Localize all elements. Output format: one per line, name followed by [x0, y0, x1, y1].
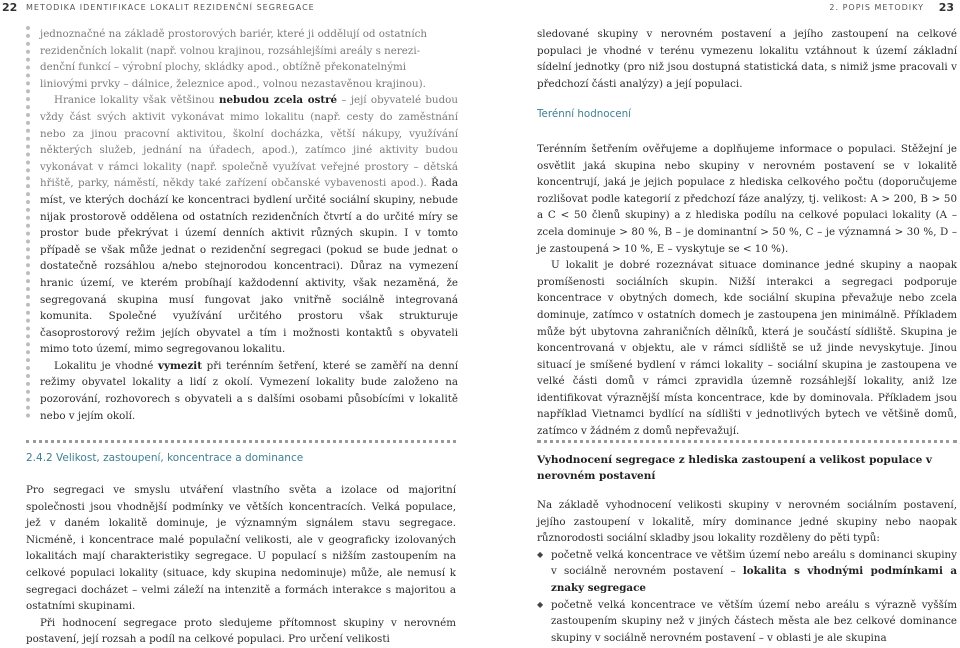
types-list [537, 547, 957, 647]
section-heading-2-4-2: 2.4.2 Velikost, zastoupení, koncentrace a dominance [26, 452, 304, 464]
right-column-top [537, 26, 957, 440]
paragraph-concentration: Pro segregaci ve smyslu utváření vlastního světa a izolace od majoritní společnosti jsou vhodnější podmínky ve větších koncentracích. Velká populace, jež v daném lokalitě dominuje, je významným signálem stavu segregace. Nicméně, i koncentrace malé populační velikosti, ale v geograficky izolovaných lokalitách mají charakteristiky segregace. U populací s nižším zastoupením na celkové populaci lokality (situace, kdy skupina nedominuje) může, ale nemusí k segregaci docházet – velmi záleží na intenzitě a formách interakce s majoritou a ostatními skupinami. [26, 484, 456, 613]
running-title-left: METODIKA IDENTIFIKACE LOKALIT REZIDENČNÍ SEGREGACE [26, 3, 315, 12]
paragraph-boundaries: Hranice lokality však většinou nebudou zcela ostré – její obyvatelé budou vždy část svých aktivit vykonávat mimo lokalitu (např. cesty do zaměstnání nebo za jinou pracovní aktivitou, školní docházka, větší nákupy, využívání některých služeb, jednání na úřadech, apod.), zatímco jiné aktivity budou vykonávat v rámci lokality (např. společně využívat veřejné prostory – dětská hřiště, parky, náměstí, někdy také zařízení občanské vybavenosti apod.). Řada míst, ve kterých dochází ke koncentraci bydlení určité sociální skupiny, nebude nijak prostorově oddělena od ostatních rezidenčních čtvrtí a do určité míry se prostor bude překrývat i území denních aktivit různých skupin. I v tomto případě se však může jednat o rezidenční segregaci (pokud se bude jednat o dostatečně rozsáhlou a/nebo stejnorodou koncentraci). Důraz na vymezení hranic území, ve kterém probíhají každodenní aktivity, však nezaměná, že segregovaná skupina musí fungovat jako vnitřně sociálně integrovaná komunita. Společné využívání určitého prostoru však strukturuje časoprostorový režim jejích obyvatel a tím i možnosti kontaktů s obyvateli mimo toto území, mimo segregovanou lokalitu. [40, 94, 458, 356]
paragraph-dominance: U lokalit je dobré rozeznávat situace dominance jedné skupiny a naopak promíšenosti sociálních skupin. Nižší interakci a segregaci podporuje koncentrace v obytných domech, kde sociální skupina převažuje nebo zcela dominuje, zatímco v ostatních domech je zastoupena jen minimálně. Příkladem může být ubytovna zahraničních dělníků, která je součástí sídliště. Skupina je koncentrovaná v objektu, ale v rámci sídliště se už jinde nevyskytuje. Jinou situací je smíšené bydlení v rámci lokality – sociální skupina je zastoupena ve velké části domů v rámci zpravidla územně rozsáhlejší lokality, aniž lze identifikovat výraznější místa koncentrace, kde by dominovala. Příkladem jsou například Vietnamci bydlící na sídlišti v jednotlivých bytech ve většině domů, zatímco v žádném z domů nepřevažují. [537, 259, 957, 438]
paragraph-evaluation: Při hodnocení segregace proto sledujeme přítomnost skupiny v nerovném postavení, její rozsah a podíl na celkové populaci. Pro určení velikosti [26, 616, 456, 646]
emphasis-delimit: vymezit [158, 359, 202, 372]
paragraph-five-types: Na základě vyhodnocení velikosti skupiny v nerovném sociálním postavení, jejího zastoupení v lokalitě, míry dominance jedné skupiny nebo naopak různorodosti sociální skladby jsou lokality rozděleny do pěti typů: [537, 499, 957, 545]
list-item: ◆ početně velká koncentrace ve většim území nebo areálu s dominanci skupiny v sociálně nerovném postavení – lokalita s vhodnými podmínkami a znaky segregace [537, 547, 957, 597]
paragraph-field-survey: Terénním šetřením ověřujeme a doplňujeme informace o populaci. Stěžejní je osvětlit jaká skupina nebo skupiny v nerovném postavení se v lokalitě koncentrují, jaká je jejich populace z hlediska celkového počtu (doporučujeme rozlišovat podle kategorií z předchozí fáze analýzy, tj. velikost: A > 200, B > 50 a C < 50 členů skupiny) a z hlediska podílu na celkové populaci lokality (A – zcela dominuje > 80 %, B – je dominantní > 50 %, C – je významná > 30 %, D – je zastoupená > 10 %, E – vyskytuje se < 10 %). [537, 142, 957, 255]
page-number-left: 22 [2, 1, 18, 14]
running-title-right: 2. POPIS METODIKY [829, 3, 924, 12]
paragraph-delimit: Lokalitu je vhodné vymezit při terénním šetření, které se zaměří na denní režimy obyvatel lokality a lidí z okolí. Vymezení lokality bude založeno na pozorování, rozhovorech s obyvateli a s dalšími osobami působícími v lokalitě nebo v jejím okolí. [40, 359, 458, 422]
section-heading-evaluation: Vyhodnocení segregace z hlediska zastoupení a velikost populace v nerovném postavení [537, 454, 933, 482]
section-divider-left [26, 440, 456, 443]
page-number-right: 23 [938, 1, 954, 14]
paragraph-sedimentary-unit: sledované skupiny v nerovném postavení a jejího zastoupení na celkové populaci je vhodné v terénu vymezenu lokalitu vztáhnout k území základní sídelní jednotky (pro niž jsou dostupná statistická data, s nimiž jsme pracovali v předchozí části analýzy) a její populaci. [537, 28, 957, 90]
emphasis-not-sharp: nebudou zcela ostré [218, 94, 338, 107]
right-column-bottom [537, 497, 957, 646]
left-column-top [26, 26, 458, 422]
heading-field-assessment: Terénní hodnocení [537, 108, 631, 121]
page-header [0, 0, 960, 20]
left-column-bottom [26, 482, 456, 648]
paragraph-continuation: jednoznačné na základě prostorových bariér, které ji oddělují od ostatních rezidenčních lokalit (např. volnou krajinou, rozsáhlejšími areály s nerezi- denční funkcí – výrobní plochy, skládky apod., obtížně překonatelnými liniovými prvky – dálnice, železnice apod., volnou nezastavěnou krajinou). [40, 28, 428, 90]
section-divider-right [537, 440, 957, 443]
list-item: ◆ početně velká koncentrace ve větším území nebo areálu s výrazně vyšším zastoupením skupiny než v jiných částech města ale bez celkové dominance skupiny v sociálně nerovném postavení – v oblasti je ale skupina [537, 597, 957, 647]
left-top-text [40, 26, 458, 424]
